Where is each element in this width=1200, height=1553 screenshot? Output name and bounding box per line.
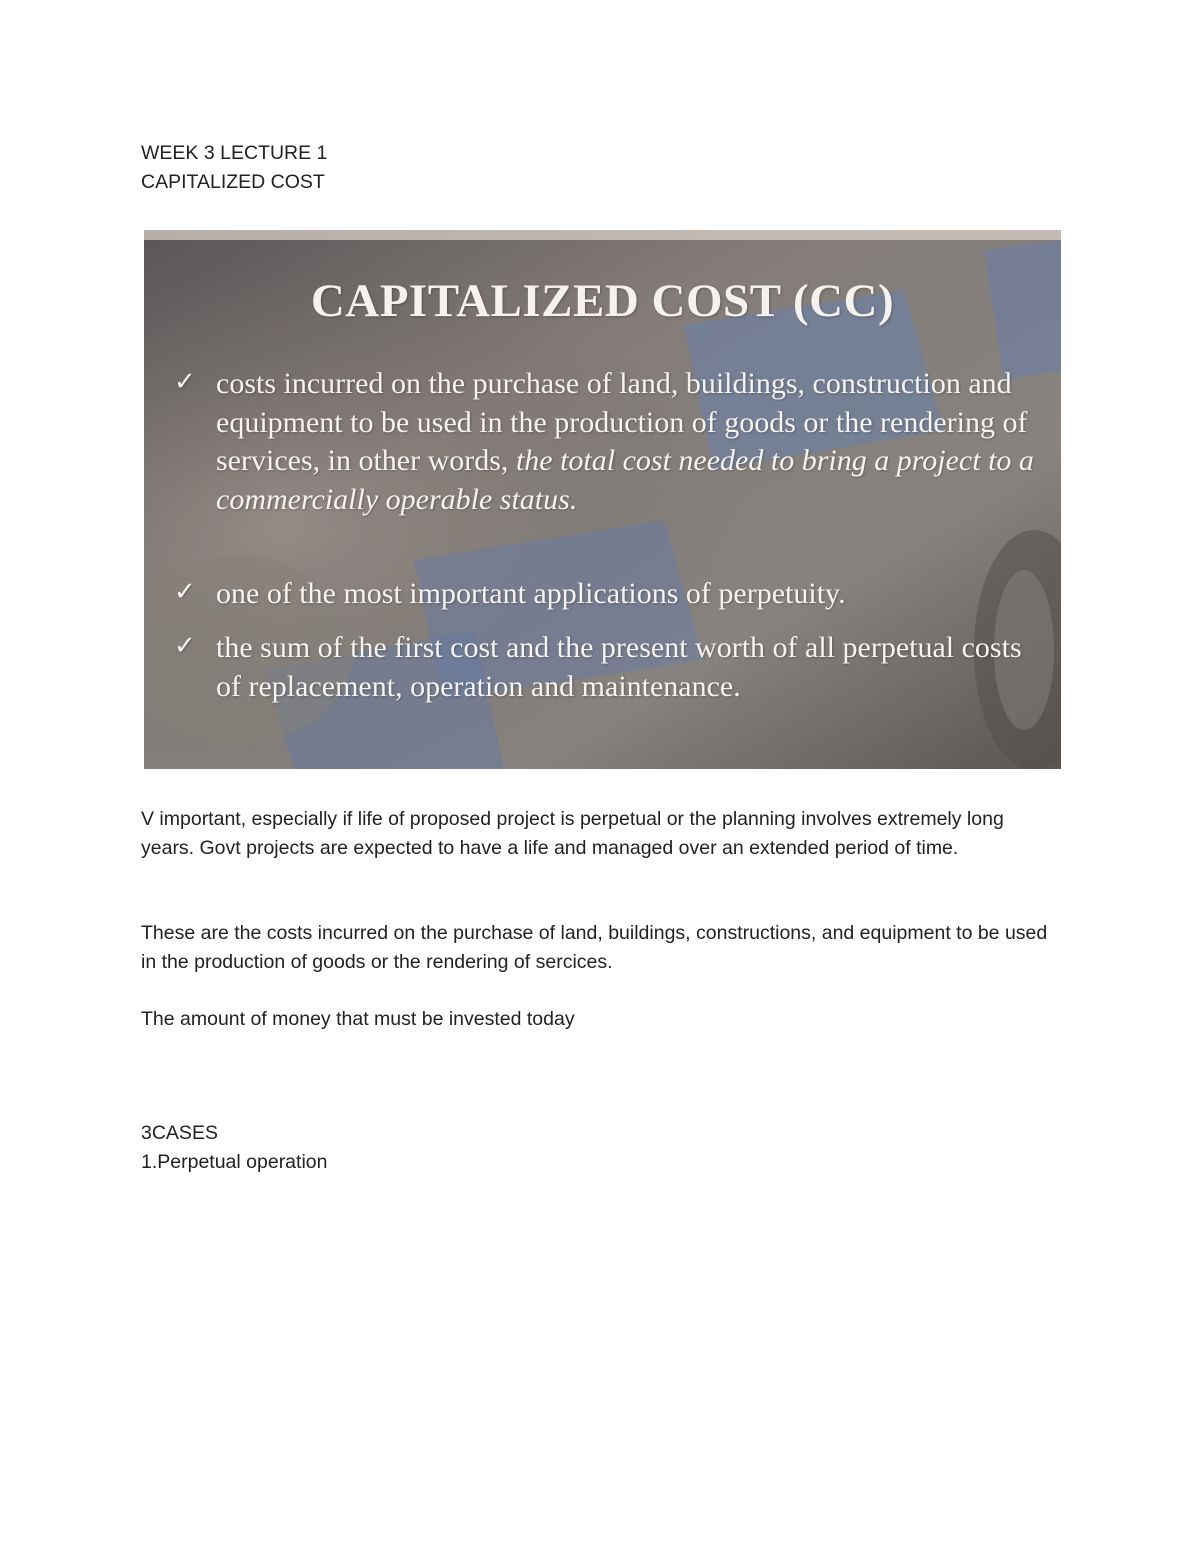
cases-heading: 3CASES xyxy=(141,1122,218,1144)
slide-image xyxy=(144,230,1061,769)
slide-bullet-1-text: costs incurred on the purchase of land, buildings, construction and equipment to be used in the production of goods or the rendering of services, in other words, xyxy=(216,367,1028,477)
check-icon: ✓ xyxy=(174,631,196,661)
slide-bullet-3 xyxy=(174,629,1044,706)
slide-title: CAPITALIZED COST (CC) xyxy=(310,275,895,327)
check-icon: ✓ xyxy=(174,577,196,607)
slide-bullet-2 xyxy=(174,575,1044,614)
slide-bullet-2-text: one of the most important applications of perpetuity. xyxy=(216,577,846,610)
paragraph-definition: These are the costs incurred on the purchase of land, buildings, constructions, and equipment to be used in the production of goods or the rendering of sercices. xyxy=(141,922,1048,973)
slide-bullet-1-italic: the total cost needed to bring a project to a commercially operable status. xyxy=(216,444,1034,516)
paragraph-importance: V important, especially if life of proposed project is perpetual or the planning involves extremely long years. Govt projects are expected to have a life and managed over an extended period of time. xyxy=(141,808,1004,859)
lecture-heading: WEEK 3 LECTURE 1 xyxy=(141,142,328,164)
check-icon: ✓ xyxy=(174,367,196,397)
topic-heading: CAPITALIZED COST xyxy=(141,171,325,193)
slide-bullet-3-text: the sum of the first cost and the present worth of all perpetual costs of replacement, operation and maintenance. xyxy=(216,631,1022,703)
case-item-1: 1.Perpetual operation xyxy=(141,1151,328,1173)
paragraph-investment: The amount of money that must be invested today xyxy=(141,1008,575,1030)
slide-bullet-1 xyxy=(174,365,1044,519)
